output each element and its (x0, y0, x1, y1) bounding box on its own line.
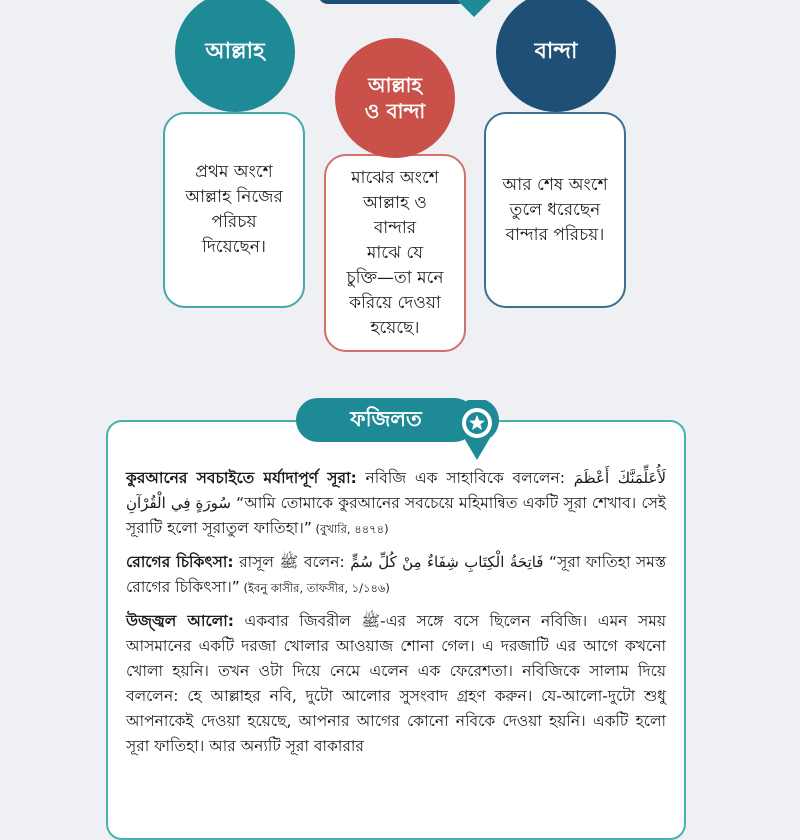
concept-circle-allah-and-servant (335, 38, 455, 158)
fazilat-paragraph-2 (126, 550, 666, 601)
arabic-quote: فَاتِحَةُ الْكِتَابِ شِفَاءٌ مِنْ كُلِّ سُمٍّ (350, 553, 544, 571)
paragraph-quote: “সূরা ফাতিহা সমস্ত রোগের চিকিৎসা।” (126, 553, 666, 596)
concept-card-text: প্রথম অংশে আল্লাহ নিজের পরিচয় দিয়েছেন। (185, 162, 283, 257)
paragraph-text: রাসূল ﷺ বলেন: (233, 553, 351, 571)
fazilat-title: ফজিলত (350, 406, 422, 431)
paragraph-text: একবার জিবরীল ﷺ-এর সঙ্গে বসে ছিলেন নবিজি। এমন সময় আসমানের একটি দরজা খোলার আওয়াজ শোনা গেল। এ দরজাটি এর আগে কখনো খোলা হয়নি। তখন ওটা দিয়ে নেমে এলেন এক ফেরেশতা। নবিজিকে সালাম দিয়ে বললেন: হে আল্লাহর নবি, দুটো আলোর সুসংবাদ গ্রহণ করুন। যে-আলো-দুটো শুধু আপনাকেই দেওয়া হয়েছে, আপনার আগের কোনো নবিকে দেওয়া হয়নি। একটি হলো সূরা ফাতিহা। আর অন্যটি সূরা বাকারার (126, 612, 666, 755)
concept-card-servant (484, 112, 626, 308)
fazilat-content (126, 466, 666, 767)
concept-card-text: মাঝের অংশে আল্লাহ ও বান্দার মাঝে যে চুক্তি—তা মনে করিয়ে দেওয়া হয়েছে। (346, 167, 444, 338)
concept-circle-servant (496, 0, 616, 112)
paragraph-heading: কুরআনের সবচাইতে মর্যাদাপূর্ণ সূরা: (126, 469, 357, 487)
paragraph-heading: রোগের চিকিৎসা: (126, 553, 234, 571)
paragraph-heading: উজ্জ্বল আলো: (126, 612, 234, 630)
star-badge-icon (454, 400, 500, 462)
paragraph-text: নবিজি এক সাহাবিকে বললেন: (356, 469, 574, 487)
reference: (বুখারি, ৪৪৭৪) (311, 522, 389, 536)
paragraph-quote: “আমি তোমাকে কুরআনের সবচেয়ে মহিমান্বিত একটি সূরা শেখাব। সেই সূরাটি হলো সূরাতুল ফাতিহা।” (126, 494, 666, 537)
fazilat-title-tab (296, 398, 476, 442)
arabic-quote: لَأُعَلِّمَنَّكَ أَعْظَمَ سُورَةٍ فِي الْقُرْآنِ (126, 469, 667, 512)
concept-circle-label: আল্লাহ (205, 38, 265, 64)
fazilat-paragraph-1 (126, 466, 666, 542)
concept-card-allah-and-servant (324, 154, 466, 352)
concept-circle-label: আল্লাহ ও বান্দা (364, 73, 426, 123)
top-header-remnant (318, 0, 468, 4)
fazilat-paragraph-3 (126, 609, 666, 759)
concept-card-allah (163, 112, 305, 308)
concept-card-text: আর শেষ অংশে তুলে ধরেছেন বান্দার পরিচয়। (502, 174, 608, 245)
concept-circle-label: বান্দা (534, 38, 578, 64)
reference: (ইবনু কাসীর, তাফসীর, ১/১৪৬) (239, 581, 390, 595)
concept-circle-allah (175, 0, 295, 112)
top-diamond-remnant (457, 0, 491, 17)
